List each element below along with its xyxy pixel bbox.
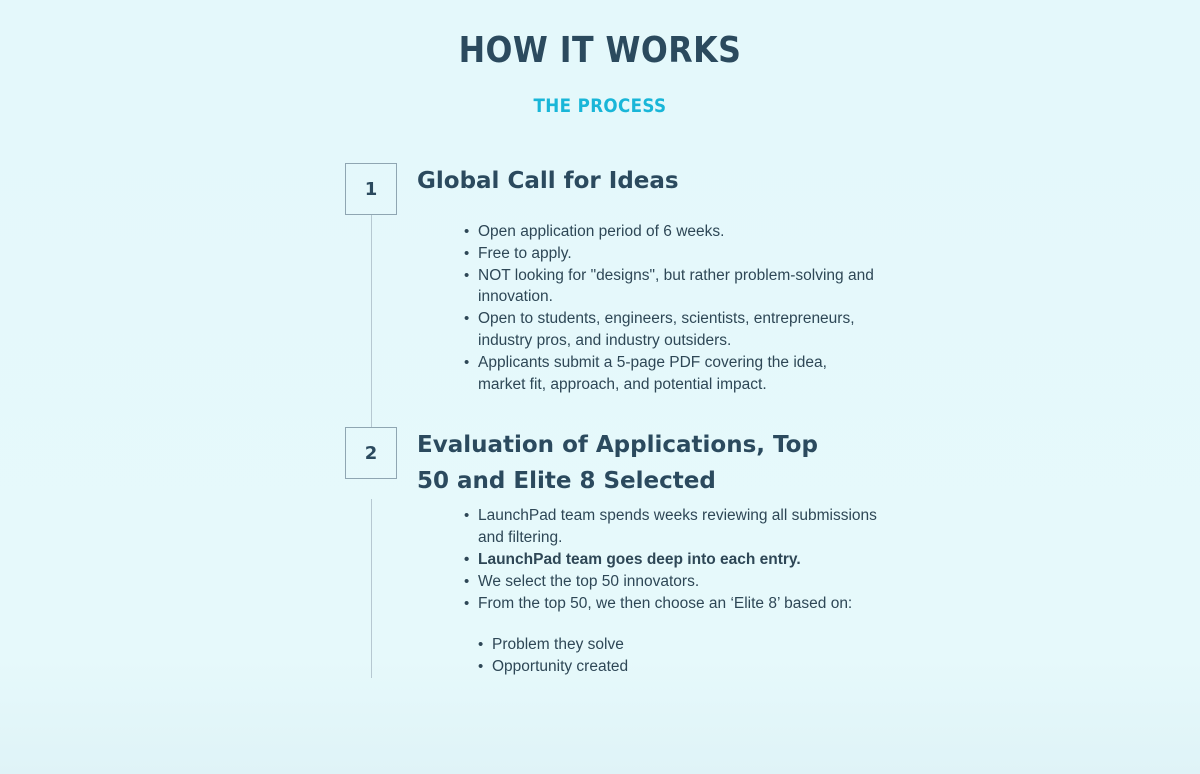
spacer <box>446 395 1200 427</box>
step-body <box>371 499 1200 678</box>
list-item: • Open application period of 6 weeks. <box>464 221 878 243</box>
list-item: • LaunchPad team goes deep into each entry. <box>464 549 878 571</box>
step-item <box>345 427 1200 678</box>
step-number-badge: 1 <box>345 163 397 215</box>
page-subtitle: THE PROCESS <box>533 95 667 117</box>
step-sub-bullet-list <box>446 634 1200 678</box>
list-item: • We select the top 50 innovators. <box>464 571 878 593</box>
step-title: Evaluation of Applications, Top 50 and Elite 8 Selected <box>417 432 818 495</box>
step-header <box>345 163 1200 215</box>
list-item: • Applicants submit a 5-page PDF covering the idea, market fit, approach, and potential impact. <box>464 352 878 396</box>
step-bullet-list <box>446 221 1200 395</box>
list-item: • Problem they solve <box>478 634 1200 656</box>
step-body <box>371 215 1200 427</box>
steps-list <box>0 163 1200 678</box>
list-item: • LaunchPad team spends weeks reviewing all submissions and filtering. <box>464 505 878 549</box>
step-bullet-list <box>446 505 1200 614</box>
page-title: HOW IT WORKS <box>458 30 742 71</box>
step-header <box>345 427 1200 499</box>
list-item: • Open to students, engineers, scientists, entrepreneurs, industry pros, and industry outsiders. <box>464 308 878 352</box>
list-item: • From the top 50, we then choose an ‘Elite 8’ based on: <box>464 593 878 615</box>
list-item: • NOT looking for "designs", but rather problem-solving and innovation. <box>464 265 878 309</box>
step-number-badge: 2 <box>345 427 397 479</box>
step-title: Global Call for Ideas <box>417 168 679 194</box>
list-item: • Free to apply. <box>464 243 878 265</box>
list-item: • Opportunity created <box>478 656 1200 678</box>
step-item <box>345 163 1200 427</box>
page-header <box>0 0 1200 117</box>
